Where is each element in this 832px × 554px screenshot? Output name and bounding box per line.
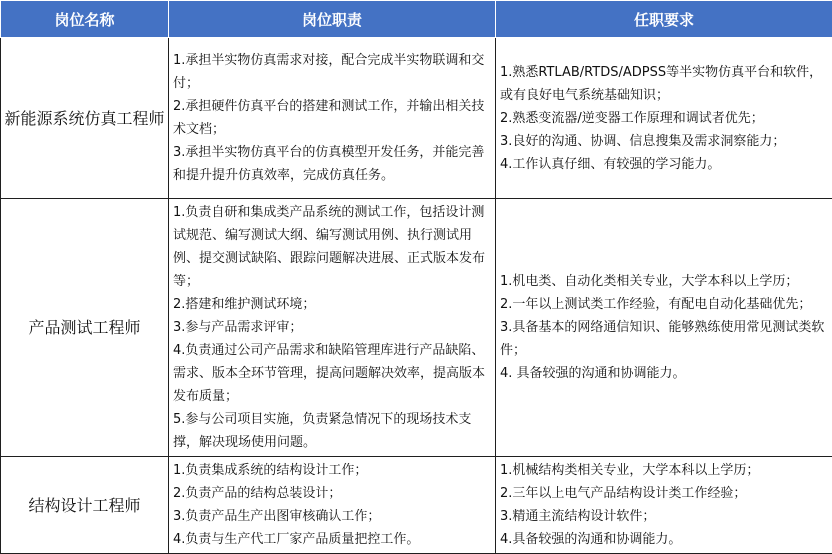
requirement-item: 1.熟悉RTLAB/RTDS/ADPSS等半实物仿真平台和软件，或有良好电气系统基础知识； [500, 61, 828, 107]
table-row [1, 38, 832, 199]
requirements-cell [496, 457, 832, 554]
requirements-cell [496, 38, 832, 199]
duties-cell [169, 38, 496, 199]
requirement-item: 3.具备基本的网络通信知识、能够熟练使用常见测试类软件； [500, 316, 828, 362]
requirement-item: 4.工作认真仔细、有较强的学习能力。 [500, 153, 828, 176]
duties-cell [169, 199, 496, 457]
requirement-item: 2.三年以上电气产品结构设计类工作经验； [500, 482, 828, 505]
table-row [1, 457, 832, 554]
table-row [1, 199, 832, 457]
duty-item: 3.参与产品需求评审； [173, 316, 491, 339]
duty-item: 1.负责集成系统的结构设计工作； [173, 459, 491, 482]
requirement-item: 1.机械结构类相关专业，大学本科以上学历； [500, 459, 828, 482]
requirement-item: 4.具备较强的沟通和协调能力。 [500, 528, 828, 551]
requirements-cell [496, 199, 832, 457]
header-row [1, 1, 832, 38]
header-position-name: 岗位名称 [1, 1, 169, 38]
requirement-item: 2.熟悉变流器/逆变器工作原理和调试者优先； [500, 107, 828, 130]
requirement-item: 2.一年以上测试类工作经验，有配电自动化基础优先； [500, 293, 828, 316]
requirement-item: 1.机电类、自动化类相关专业，大学本科以上学历； [500, 270, 828, 293]
duty-item: 2.承担硬件仿真平台的搭建和测试工作，并输出相关技术文档； [173, 95, 491, 141]
requirement-item: 4. 具备较强的沟通和协调能力。 [500, 362, 828, 385]
duty-item: 2.负责产品的结构总装设计； [173, 482, 491, 505]
duty-item: 5.参与公司项目实施，负责紧急情况下的现场技术支撑，解决现场使用问题。 [173, 408, 491, 454]
position-name: 结构设计工程师 [1, 457, 169, 554]
position-name: 产品测试工程师 [1, 199, 169, 457]
position-name: 新能源系统仿真工程师 [1, 38, 169, 199]
duty-item: 3.承担半实物仿真平台的仿真模型开发任务，并能完善和提升提升仿真效率，完成仿真任务。 [173, 141, 491, 187]
requirement-item: 3.良好的沟通、协调、信息搜集及需求洞察能力； [500, 130, 828, 153]
duty-item: 3.负责产品生产出图审核确认工作； [173, 505, 491, 528]
duty-item: 1.承担半实物仿真需求对接，配合完成半实物联调和交付； [173, 49, 491, 95]
duties-cell [169, 457, 496, 554]
header-requirements: 任职要求 [496, 1, 832, 38]
header-duties: 岗位职责 [169, 1, 496, 38]
duty-item: 4.负责与生产代工厂家产品质量把控工作。 [173, 528, 491, 551]
duty-item: 1.负责自研和集成类产品系统的测试工作，包括设计测试规范、编写测试大纲、编写测试用例、执行测试用例、提交测试缺陷、跟踪问题解决进展、正式版本发布等； [173, 201, 491, 293]
requirement-item: 3.精通主流结构设计软件； [500, 505, 828, 528]
duty-item: 4.负责通过公司产品需求和缺陷管理库进行产品缺陷、需求、版本全环节管理，提高问题解决效率，提高版本发布质量； [173, 339, 491, 408]
duty-item: 2.搭建和维护测试环境； [173, 293, 491, 316]
